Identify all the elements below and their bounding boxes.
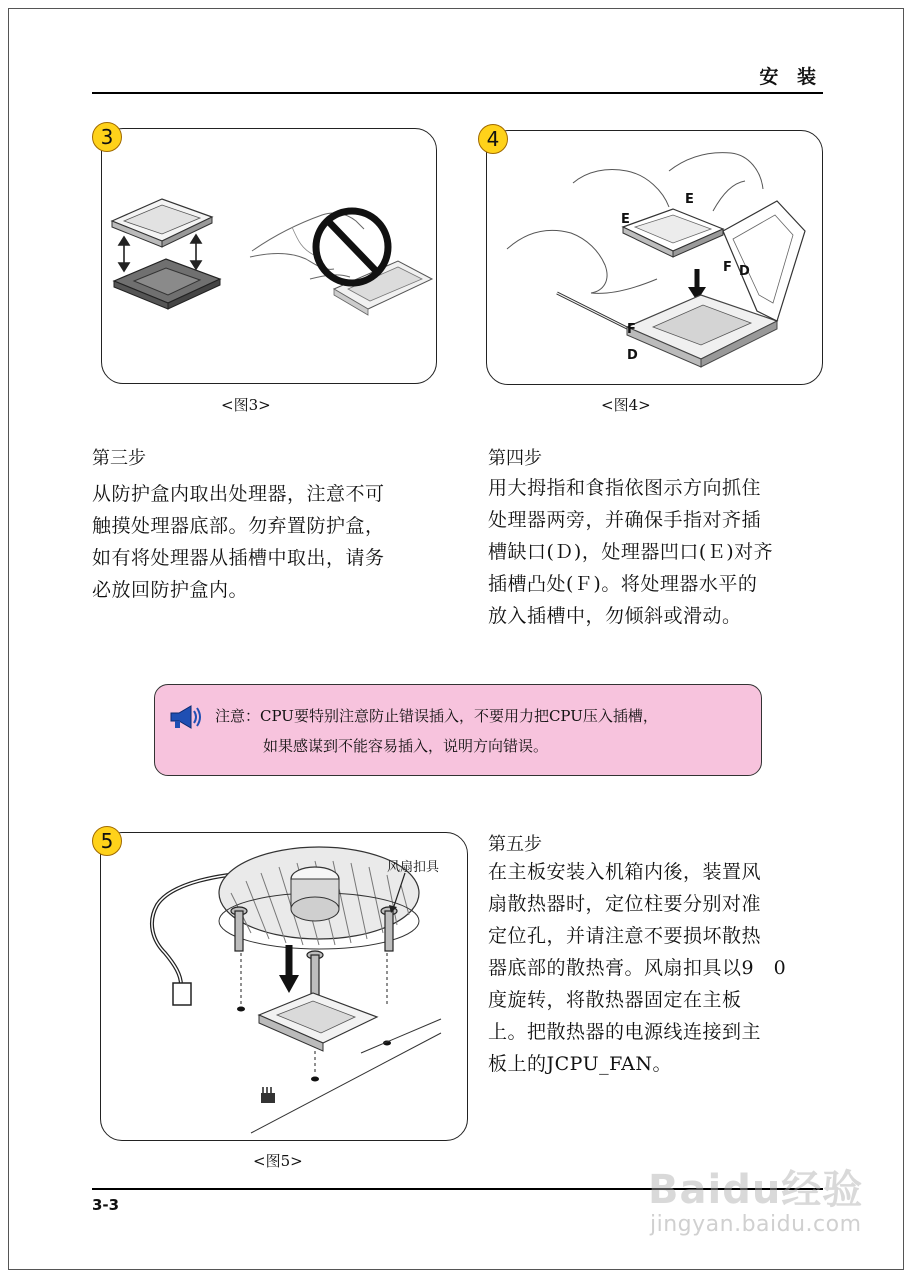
step-4-line-5: 放入插槽中，勿倾斜或滑动。 — [488, 605, 742, 627]
label-e-1: E — [621, 212, 630, 227]
watermark-url: jingyan.baidu.com — [650, 1212, 862, 1237]
label-e-2: E — [685, 192, 694, 207]
header-rule — [92, 92, 823, 94]
label-d-2: D — [627, 348, 638, 363]
step-3-line-1: 从防护盒内取出处理器，注意不可 — [92, 483, 385, 505]
note-box — [154, 684, 762, 776]
figure-5-caption: <图5> — [253, 1152, 303, 1170]
step-4-title: 第四步 — [488, 448, 542, 469]
figure-3-illustration — [102, 129, 435, 382]
step-3-badge: 3 — [92, 122, 122, 152]
page-header-title: 安 装 — [759, 66, 822, 88]
label-d-1: D — [739, 264, 750, 279]
watermark-logo: Baidu经验 — [648, 1167, 864, 1213]
step-4-line-3: 槽缺口(Ｄ)，处理器凹口(Ｅ)对齐 — [488, 541, 774, 563]
step-5-title: 第五步 — [488, 834, 542, 855]
figure-5-box — [100, 832, 468, 1141]
step-5-line-7: 板上的JCPU_FAN。 — [488, 1053, 672, 1075]
step-5-line-4: 器底部的散热膏。风扇扣具以9 0 — [488, 957, 787, 979]
step-3-line-2: 触摸处理器底部。勿弃置防护盒， — [92, 515, 385, 537]
step-4-text — [488, 472, 823, 632]
step-5-text — [488, 856, 823, 1080]
step-3-text — [92, 478, 442, 606]
step-3-line-3: 如有将处理器从插槽中取出，请务 — [92, 547, 385, 569]
step-5-line-2: 扇散热器时，定位柱要分别对准 — [488, 893, 762, 915]
figure-5-illustration — [101, 833, 466, 1139]
note-line-2: 如果感谋到不能容易插入，说明方向错误。 — [263, 737, 549, 755]
step-4-line-2: 处理器两旁，并确保手指对齐插 — [488, 509, 762, 531]
label-f-2: F — [627, 322, 636, 337]
step-4-line-4: 插槽凸处(Ｆ)。将处理器水平的 — [488, 573, 758, 595]
page-number: 3-3 — [92, 1196, 120, 1214]
figure-4-caption: <图4> — [601, 396, 651, 414]
step-3-line-4: 必放回防护盒内。 — [92, 579, 249, 601]
step-5-badge: 5 — [92, 826, 122, 856]
step-3-title: 第三步 — [92, 448, 146, 469]
fan-clip-label: 风扇扣具 — [387, 860, 440, 875]
step-4-badge: 4 — [478, 124, 508, 154]
figure-4-illustration — [487, 131, 821, 383]
figure-3-caption: <图3> — [221, 396, 271, 414]
step-5-line-6: 上。把散热器的电源线连接到主 — [488, 1021, 762, 1043]
step-5-line-5: 度旋转，将散热器固定在主板 — [488, 989, 742, 1011]
figure-3-box — [101, 128, 437, 384]
note-line-1: 注意：CPU要特别注意防止错误插入，不要用力把CPU压入插槽， — [215, 707, 658, 725]
step-5-line-3: 定位孔，并请注意不要损坏散热 — [488, 925, 762, 947]
step-4-line-1: 用大拇指和食指依图示方向抓住 — [488, 477, 762, 499]
step-5-line-1: 在主板安装入机箱内後，装置风 — [488, 861, 762, 883]
figure-4-box — [486, 130, 823, 385]
label-f-1: F — [723, 260, 732, 275]
megaphone-icon — [167, 703, 203, 731]
